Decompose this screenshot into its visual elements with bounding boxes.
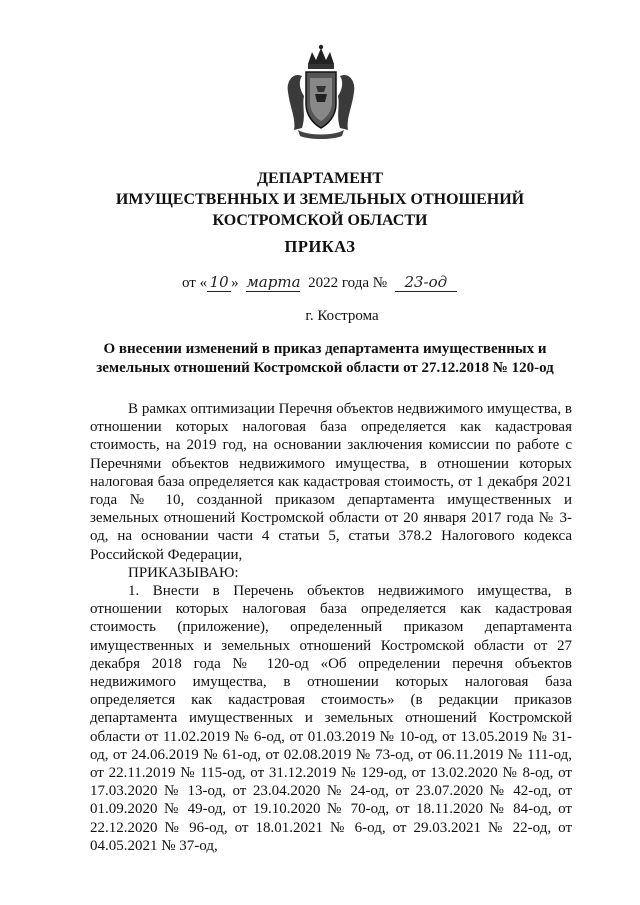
order-number-handwritten: 23-од — [395, 273, 457, 292]
preamble-paragraph: В рамках оптимизации Перечня объектов недвижимого имущества, в отношении которых налоговая база определяется как кадастровая стоимость, на 2019 год, на основании заключения комиссии по работе с Перечнями объектов недвижимого имущества, в отношении которых налоговая база определяется как кадастровая стоимость, от 1 декабря 2021 года № 10, созданной приказом департамента имущественных и земельных отношений Костромской области от 20 января 2017 года № 3-од, на основании части 4 статьи 5, статьи 378.2 Налогового кодекса Российской Федерации, — [90, 401, 572, 563]
department-line-3: КОСТРОМСКОЙ ОБЛАСТИ — [212, 212, 428, 229]
date-day-close: » — [231, 275, 239, 291]
order-directive: ПРИКАЗЫВАЮ: — [128, 564, 239, 581]
subject-line-1: О внесении изменений в приказ департамента имущественных и — [103, 341, 547, 357]
document-body — [90, 400, 572, 855]
department-line-1: ДЕПАРТАМЕНТ — [257, 170, 383, 187]
date-month-handwritten: марта — [246, 273, 301, 291]
order-subject — [90, 340, 560, 378]
department-name — [0, 168, 640, 231]
date-day-handwritten: 10 — [207, 273, 231, 292]
document-type: ПРИКАЗ — [284, 237, 356, 256]
city: г. Кострома — [305, 308, 379, 324]
coat-of-arms-icon — [282, 42, 360, 142]
date-prefix: от « — [182, 275, 208, 291]
date-line — [182, 270, 502, 296]
subject-line-2: земельных отношений Костромской области от 27.12.2018 № 120-од — [96, 360, 554, 376]
date-year-text: 2022 года № — [308, 275, 388, 291]
department-line-2: ИМУЩЕСТВЕННЫХ И ЗЕМЕЛЬНЫХ ОТНОШЕНИЙ — [115, 191, 525, 208]
item-1-paragraph: 1. Внести в Перечень объектов недвижимого имущества, в отношении которых налоговая база определяется как кадастровая стоимость (приложение), определенный приказом департамента имущественных и земельных отношений Костромской области от 27 декабря 2018 года № 120-од «Об определении перечня объектов недвижимого имущества, в отношении которых налоговая база определяется как кадастровая стоимость» (в редакции приказов департамента имущественных и земельных отношений Костромской области от 11.02.2019 № 6-од, от 01.03.2019 № 10-од, от 13.05.2019 № 31-од, от 24.06.2019 № 61-од, от 02.08.2019 № 73-од, от 06.11.2019 № 111-од, от 22.11.2019 № 115-од, от 31.12.2019 № 129-од, от 13.02.2020 № 8-од, от 17.03.2020 № 13-од, от 23.04.2020 № 24-од, от 23.07.2020 № 42-од, от 01.09.2020 № 49-од, от 19.10.2020 № 70-од, от 18.11.2020 № 84-од, от 22.12.2020 № 96-од, от 18.01.2021 № 6-од, от 29.03.2021 № 22-од, от 04.05.2021 № 37-од, — [90, 583, 572, 854]
